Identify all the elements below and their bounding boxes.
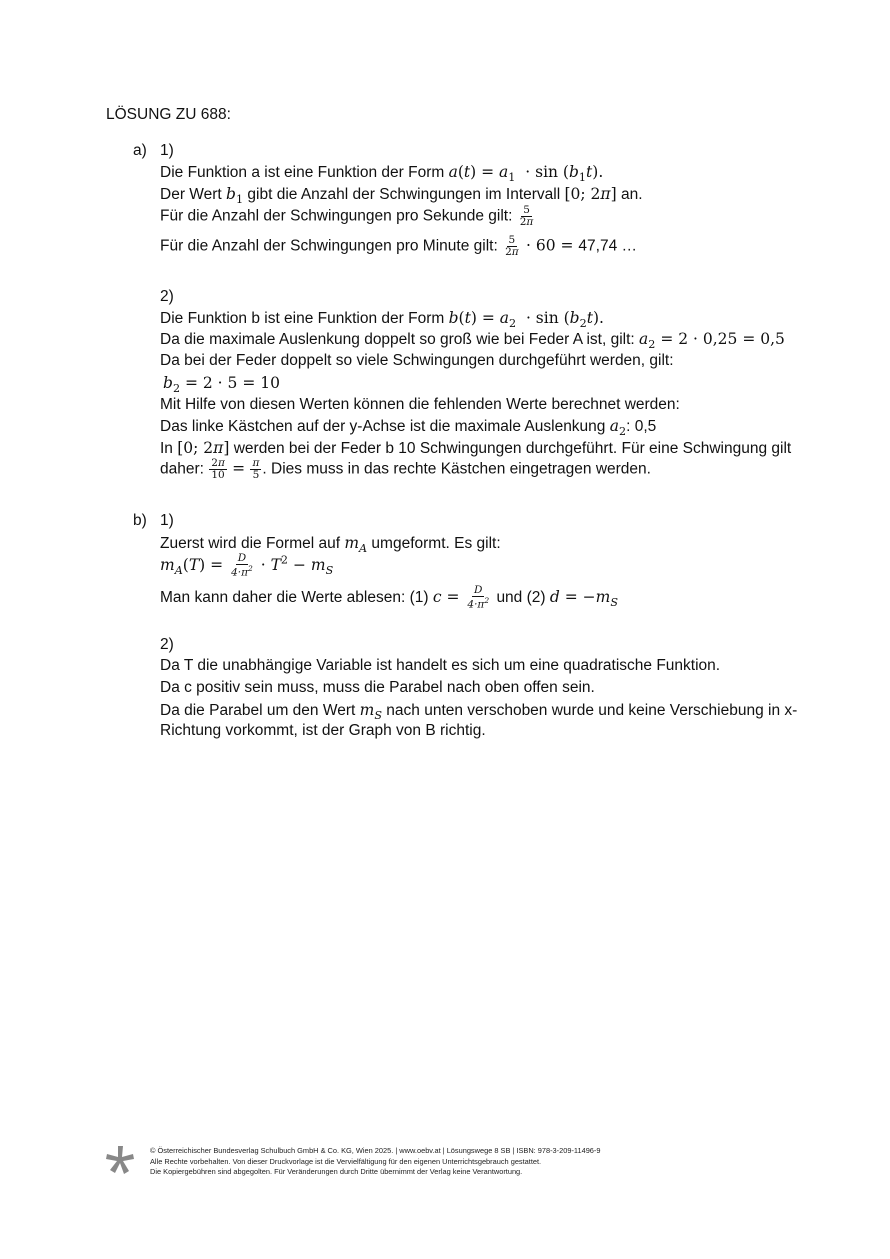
a2-line-7: In [0; 2π] werden bei der Feder b 10 Schwingungen durchgeführt. Für eine Schwingung gilt [160,439,792,457]
a2-line-2: Da die maximale Auslenkung doppelt so groß wie bei Feder A ist, gilt: $a_2 = 2 \cdot 0,25 = 0,5$ [160,330,785,352]
a2-line-1: Die Funktion b ist eine Funktion der Form $b(t) = a_2 \cdot \sin (b_2t)$. [160,309,604,331]
section-b-label: b) [133,512,147,529]
b1-number: 1) [160,512,174,529]
a2-line-5: Mit Hilfe von diesen Werten können die fehlenden Werte berechnet werden: [160,396,680,413]
footer-line-2: Alle Rechte vorbehalten. Von dieser Druckvorlage ist die Vervielfältigung für den eigenen Unterrichtsgebrauch gestattet. [150,1156,542,1166]
b2-line-1: Da T die unabhängige Variable ist handelt es sich um eine quadratische Funktion. [160,657,721,674]
a2-line-6: Das linke Kästchen auf der y-Achse ist die maximale Auslenkung $a_2$: 0,5 [160,417,657,439]
a2-line-8: daher: $\frac{2\pi}{10}$ = $\frac{\pi}{5}$ . Dies muss in das rechte Kästchen eingetragen werden. [160,457,651,482]
b2-line-2: Da c positiv sein muss, muss die Parabel nach oben offen sein. [160,679,595,696]
a1-line-4: Für die Anzahl der Schwingungen pro Minute gilt: $\frac{5}{2\pi}$ · 60 = 47,74 … [160,234,638,259]
a1-line-3: Für die Anzahl der Schwingungen pro Sekunde gilt: $\frac{5}{2\pi}$ [160,204,534,229]
b2-line-4: Richtung vorkommt, ist der Graph von B richtig. [160,722,486,739]
section-a-label: a) [133,142,147,159]
footer [150,1146,601,1178]
oebv-logo-icon [104,1144,136,1176]
a2-line-3: Da bei der Feder doppelt so viele Schwingungen durchgeführt werden, gilt: [160,352,674,369]
b1-line-1: Zuerst wird die Formel auf $m_A$ umgeformt. Es gilt: [160,534,501,556]
page-title: LÖSUNG ZU 688: [106,106,231,123]
b2-number: 2) [160,636,174,653]
a1-number: 1) [160,142,174,159]
a2-line-4: $b_2 = 2 \cdot 5 = 10$ [163,374,280,396]
footer-line-1: © Österreichischer Bundesverlag Schulbuch GmbH & Co. KG, Wien 2025. | www.oebv.at | Lösungswege 8 SB | ISBN: 978-3-209-11496-9 [150,1146,601,1155]
b1-line-3: Man kann daher die Werte ablesen: (1) c = $\frac{D}{4\cdot\pi^2}$ und (2) $d = -m_S$ [160,584,619,611]
b1-line-2: $m_A(T)$ = $\frac{D}{4\cdot\pi^2}$ · $T^2 - m_S$ [160,552,334,579]
a1-line-2: Der Wert $b_1$ gibt die Anzahl der Schwingungen im Intervall [0; 2π] an. [160,185,643,207]
a1-line-1: Die Funktion a ist eine Funktion der Form $a(t) = a_1 \cdot \sin (b_1t)$. [160,163,604,185]
b2-line-3: Da die Parabel um den Wert $m_S$ nach unten verschoben wurde und keine Verschiebung in x- [160,701,798,723]
a2-number: 2) [160,288,174,305]
footer-line-3: Die Kopiergebühren sind abgegolten. Für Veränderungen durch Dritte übernimmt der Verlag keine Verantwortung. [150,1167,523,1176]
